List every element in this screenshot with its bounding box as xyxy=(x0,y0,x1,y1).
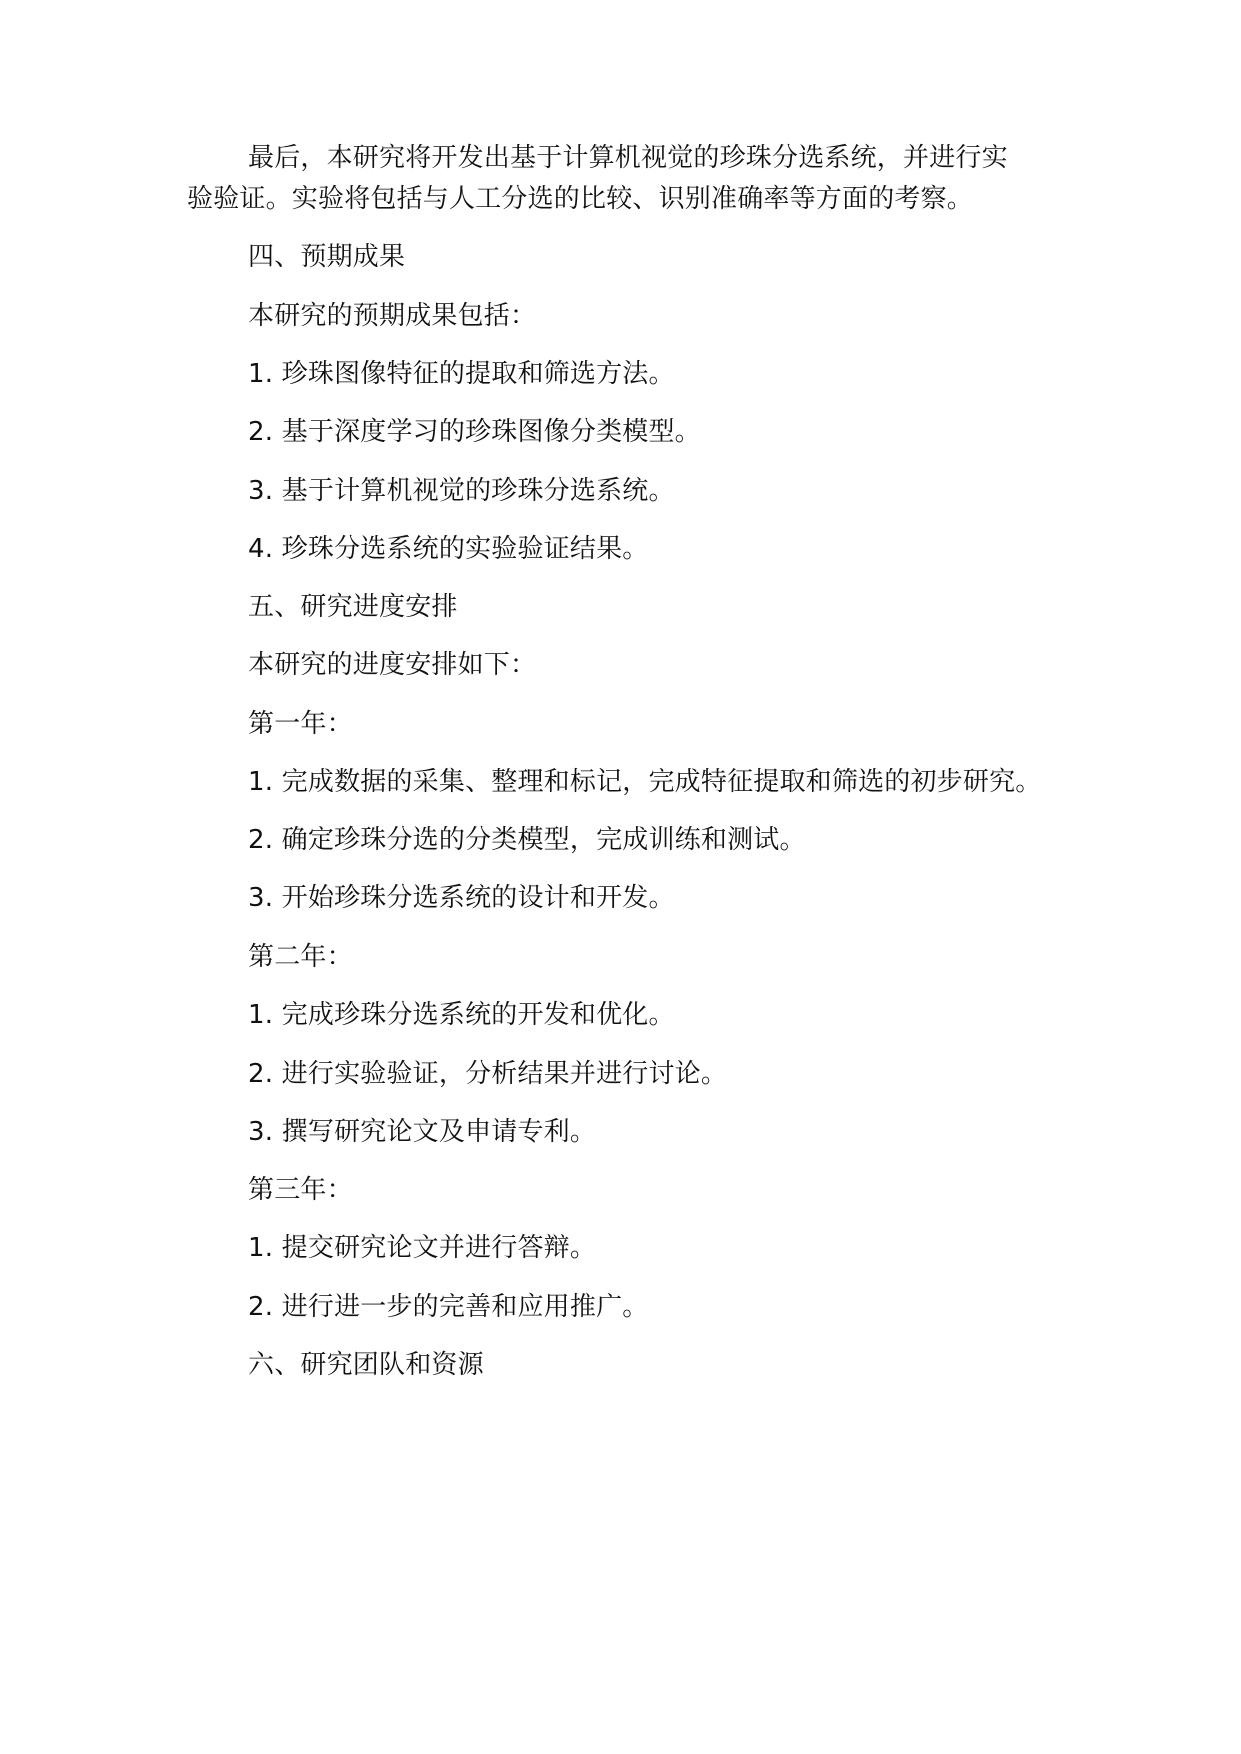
year-2-item-3: 3. 撰写研究论文及申请专利。 xyxy=(248,1117,597,1147)
year-2-item-1: 1. 完成珍珠分选系统的开发和优化。 xyxy=(248,1000,675,1030)
year-1-item-2: 2. 确定珍珠分选的分类模型，完成训练和测试。 xyxy=(248,825,806,855)
year-2-item-2: 2. 进行实验验证，分析结果并进行讨论。 xyxy=(248,1059,728,1089)
year-1-item-3: 3. 开始珍珠分选系统的设计和开发。 xyxy=(248,883,675,913)
schedule-intro: 本研究的进度安排如下： xyxy=(248,650,537,680)
expected-result-item-4: 4. 珍珠分选系统的实验验证结果。 xyxy=(248,534,649,564)
intro-paragraph-line-2: 验验证。实验将包括与人工分选的比较、识别准确率等方面的考察。 xyxy=(187,184,974,214)
year-1-item-1: 1. 完成数据的采集、整理和标记，完成特征提取和筛选的初步研究。 xyxy=(248,767,1042,797)
intro-paragraph-line-1: 最后，本研究将开发出基于计算机视觉的珍珠分选系统，并进行实 xyxy=(248,143,1008,173)
section-heading-team-resources: 六、研究团队和资源 xyxy=(248,1350,484,1380)
year-3-item-1: 1. 提交研究论文并进行答辩。 xyxy=(248,1233,597,1263)
expected-result-item-3: 3. 基于计算机视觉的珍珠分选系统。 xyxy=(248,476,675,506)
section-heading-schedule: 五、研究进度安排 xyxy=(248,592,458,622)
year-1-label: 第一年： xyxy=(248,709,353,739)
expected-result-item-1: 1. 珍珠图像特征的提取和筛选方法。 xyxy=(248,359,675,389)
year-3-label: 第三年： xyxy=(248,1175,353,1205)
expected-results-intro: 本研究的预期成果包括： xyxy=(248,301,537,331)
year-2-label: 第二年： xyxy=(248,942,353,972)
expected-result-item-2: 2. 基于深度学习的珍珠图像分类模型。 xyxy=(248,417,701,447)
year-3-item-2: 2. 进行进一步的完善和应用推广。 xyxy=(248,1292,649,1322)
section-heading-expected-results: 四、预期成果 xyxy=(248,242,406,272)
